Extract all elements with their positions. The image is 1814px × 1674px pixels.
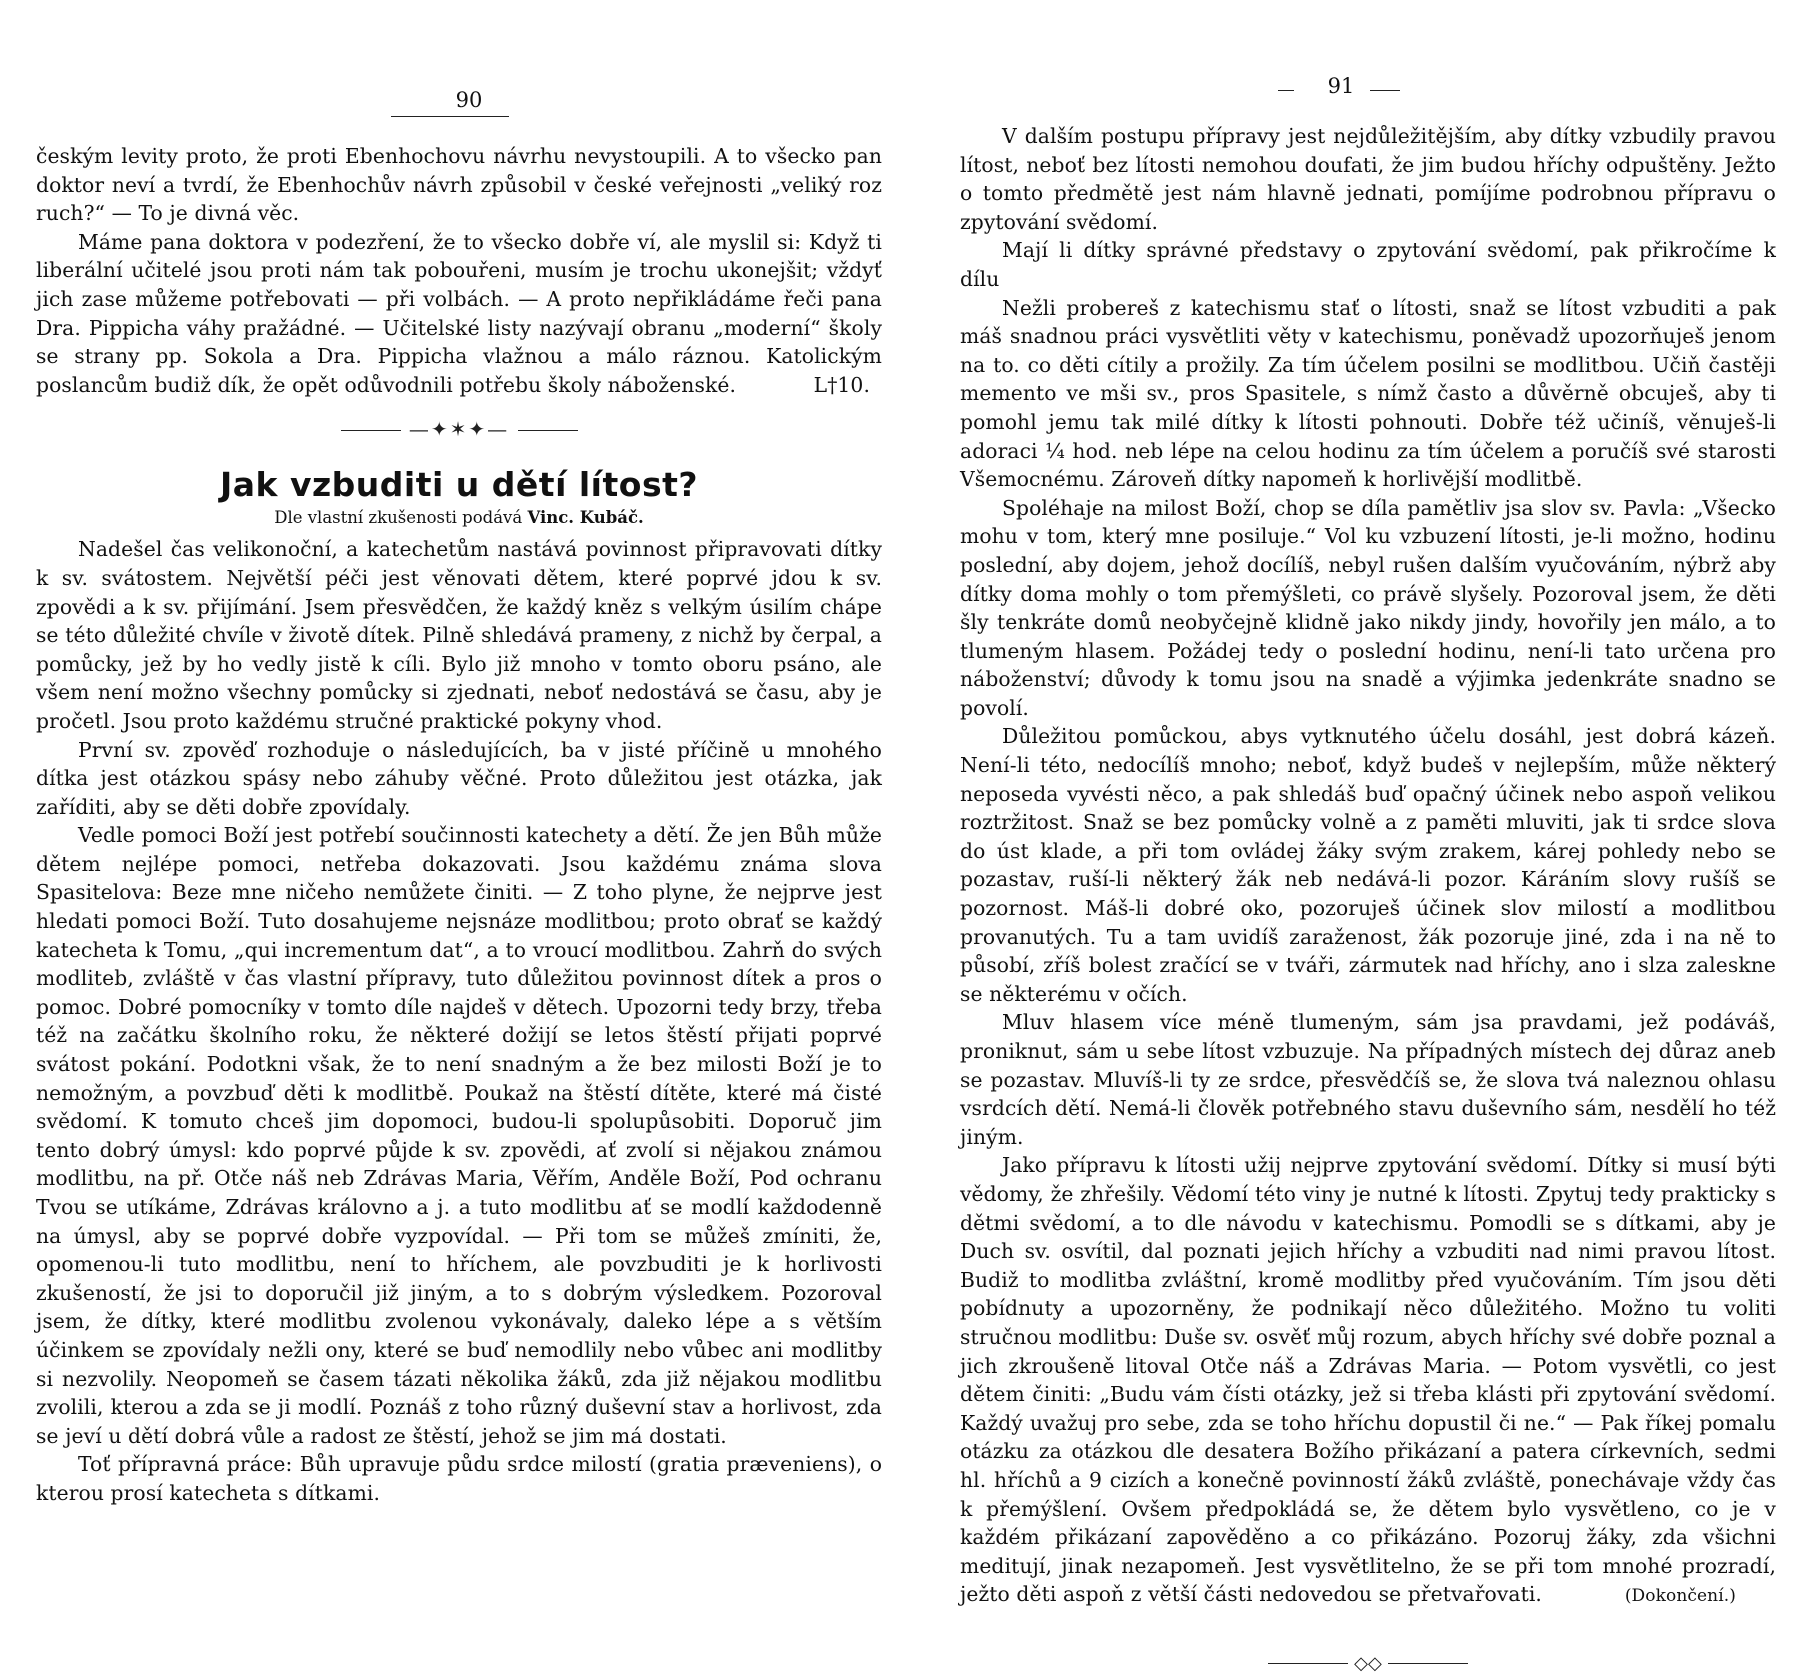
- continuation-note: (Dokončení.): [1624, 1586, 1736, 1607]
- end-ornament-line-right: [1388, 1663, 1468, 1664]
- left-page-body: [36, 142, 882, 1508]
- right-paragraph-3: Nežli probereš z katechismu stať o lítosti, snaž se lítost vzbuditi a pak máš snadnou práci vysvětliti věty v katechismu, poněvadž upozorňuješ jenom na to. co děti cítily a prožily. Za tím účelem posilni se modlitbou. Učiň častěji memento ve mši sv., pros Spasitele, s nímž často a důvěrně obcuješ, aby ti pomohl jemu tak milé dítky k lítosti pohnouti. Dobře též učiníš, věnuješ-li adoraci ¼ hod. neb lépe na celou hodinu za tím účelem a poručíš své starosti Všemocnému. Zároveň dítky napomeň k horlivější modlitbě.: [960, 295, 1776, 492]
- right-page-body: [960, 122, 1776, 1674]
- end-ornament-line-left: [1268, 1663, 1348, 1664]
- right-paragraph-6: Mluv hlasem více méně tlumeným, sám jsa pravdami, jež podáváš, proniknut, sám u sebe lítost vzbuzuje. Na případných místech dej důraz aneb se pozastav. Mluvíš-li ty ze srdce, přesvědčíš se, že slova tvá naleznou ohlasu vsrdcích dětí. Nemá-li člověk potřebného stavu duševního sám, nesdělí ho též jiným.: [960, 1010, 1776, 1149]
- right-paragraph-4: Spoléhaje na milost Boží, chop se díla pamětliv jsa slov sv. Pavla: „Všecko mohu v tom, který mne posiluje.“ Vol ku vzbuzení lítosti, je-li možno, hodinu poslední, aby dojem, jehož docílíš, nebyl rušen dalším vyučováním, nýbrž aby dítky doma mohly o tom přemýšleti, co právě slyšely. Pozoroval jsem, že děti šly tenkráte domů neobyčejně klidně jako nikdy jindy, hovořily jen málo, a to tlumeným hlasem. Požádej tedy o poslední hodinu, není-li tato určena pro náboženství; důvody k tomu jsou na snadě a výjimka jedenkráte snadno se povolí.: [960, 495, 1776, 720]
- left-article-paragraph-1: Nadešel čas velikonoční, a katechetům nastává povinnost připravovati dítky k sv. svátostem. Největší péči jest věnovati dětem, které poprvé jdou k sv. zpovědi a k sv. přijímání. Jsem přesvědčen, že každý kněz s velkým úsilím chápe se této důležité chvíle v životě dítek. Pilně shledává prameny, z nichž by čerpal, a pomůcky, jež by ho vedly jistě k cíli. Bylo již mnoho v tomto oboru psáno, ale všem není možno všechny pomůcky si zjednati, neboť nedostává se času, aby je pročetl. Jsou proto každému stručné praktické pokyny vhod.: [36, 537, 882, 733]
- left-paragraph-2: [36, 228, 882, 400]
- left-paragraph-1: českým levity proto, že proti Ebenhochovu návrhu nevystoupili. A to všecko pan doktor neví a tvrdí, že Ebenhochův návrh způsobil v české veřejnosti „veliký roz ruch?“ — To je divná věc.: [36, 144, 882, 226]
- article-byline: [36, 508, 882, 527]
- left-article-paragraph-4: Toť přípravná práce: Bůh upravuje půdu srdce milostí (gratia præveniens), o kterou prosí katecheta s dítkami.: [36, 1452, 882, 1505]
- right-paragraph-7: [960, 1151, 1776, 1609]
- left-page-number-underline: [391, 116, 509, 117]
- end-ornament-glyphs: ◇◇: [1354, 1652, 1382, 1674]
- author-signature: L†10.: [813, 372, 870, 397]
- right-page-number: 91: [1327, 74, 1355, 98]
- ornament-line-right: [518, 430, 578, 431]
- section-ornament: [36, 417, 882, 441]
- ornament-glyphs: —✦✶✦—: [408, 417, 510, 442]
- article-title: Jak vzbuditi u dětí lítost?: [219, 465, 698, 505]
- left-article-paragraph-2: První sv. zpověď rozhoduje o následujících, ba v jisté příčině u mnohého dítka jest otázkou spásy nebo záhuby věčné. Proto důležitou jest otázka, jak zaříditi, aby se děti dobře zpovídaly.: [36, 737, 882, 819]
- right-paragraph-5: Důležitou pomůckou, abys vytknutého účelu dosáhl, jest dobrá kázeň. Není-li této, nedocílíš mnoho; neboť, když budeš v nejlepším, může některý neposeda vyvésti něco, a pak shledáš buď opačný účinek nebo aspoň velikou roztržitost. Snaž se bez pomůcky volně a z paměti mluviti, jak ti srdce slova do úst klade, a při tom ovládej žáky svým zrakem, kárej pohledy nebo se pozastav, ruší-li některý žák neb nedává-li pozor. Káráním slovy rušíš se pozornost. Máš-li dobré oko, pozoruješ účinek slov milostí a modlitbou provanutých. Tu a tam uvidíš zaraženost, žák pozoruje jiné, zda i na ně to působí, zříš bolest zračící se v tváři, zármutek nad hříchy, ano i slza zaleskne se některému v očích.: [960, 724, 1776, 1006]
- end-ornament: [960, 1653, 1776, 1674]
- right-paragraph-2: Mají li dítky správné představy o zpytování svědomí, pak přikročíme k dílu: [960, 238, 1776, 291]
- left-article-paragraph-3: Vedle pomoci Boží jest potřebí součinnosti katechety a dětí. Že jen Bůh může dětem nejlépe pomoci, netřeba dokazovati. Jsou každému známa slova Spasitelova: Beze mne ničeho nemůžete činiti. — Z toho plyne, že nejprve jest hledati pomoci Boží. Tuto dosahujeme nejsnáze modlitbou; proto obrať se každý katecheta k Tomu, „qui incrementum dat“, a to vroucí modlitbou. Zahrň do svých modliteb, zvláště v čas vlastní přípravy, tuto důležitou povinnost dítek a pros o pomoc. Dobré pomocníky v tomto díle najdeš v dětech. Upozorni tedy brzy, třeba též na začátku školního roku, že některé dožijí se letos štěstí přijati poprvé svátost pokání. Podotkni však, že to není snadným a že bez milosti Boží je to nemožným, a povzbuď děti k modlitbě. Poukaž na štěstí dítěte, které má čisté svědomí. K tomuto chceš jim dopomoci, budou-li spolupůsobiti. Doporuč jim tento dobrý úmysl: kdo poprvé půjde k sv. zpovědi, ať zvolí si nějakou známou modlitbu, na př. Otče náš neb Zdrávas Maria, Věřím, Anděle Boží, Pod ochranu Tvou se utíkáme, Zdrávas královno a j. a tuto modlitbu ať se modlí každodenně na úmysl, aby se poprvé dobře vyzpovídal. — Při tom se můžeš zmíniti, že, opomenou-li tuto modlitbu, není to hříchem, ale povzbuditi je k horlivosti zkušeností, že jsi to doporučil již jiným, a to s dobrým výsledkem. Pozoroval jsem, že dítky, které modlitbu zvolenou vykonávaly, daleko lépe a s větším účinkem se zpovídaly nežli ony, které se buď nemodlily nebo vůbec ani modlitby si nezvolily. Neopomeň se časem tázati několika žáků, zda již nějakou modlitbu zvolili, kterou a zda se ji modlí. Poznáš z toho různý duševní stav a horlivost, zda se jeví u dětí dobrá vůle a radost ze štěstí, jehož se jim má dostati.: [36, 823, 882, 1448]
- right-paragraph-7-text: Jako přípravu k lítosti užij nejprve zpytování svědomí. Dítky si musí býti vědomy, že zhřešily. Vědomí této viny je nutné k lítosti. Zpytuj tedy prakticky s dětmi svědomí, a to dle návodu v katechismu. Pomodli se s dítkami, aby je Duch sv. osvítil, dal poznati jejich hříchy a vzbuditi nad nimi pravou lítost. Budiž to modlitba zvláštní, kromě modlitby před vyučováním. Tím jsou děti pobídnuty a upozorněny, že podnikají něco důležitého. Možno tu voliti stručnou modlitbu: Duše sv. osvěť můj rozum, abych hříchy své dobře poznal a jich zkroušeně litoval Otče náš a Zdrávas Maria. — Potom vysvětli, co jest dětem činiti: „Budu vám čísti otázky, jež si třeba klásti při zpytování svědomí. Každý uvažuj pro sebe, zda se toho hříchu dopustil či ne.“ — Pak říkej pomalu otázku za otázkou dle desatera Božího přikázaní a patera církevních, sedmi hl. hříchů a 9 cizích a konečně povinností žáků zvláště, ponechávaje vždy čas k přemýšlení. Ovšem předpokládá se, že dětem bylo vysvětleno, co je v každém přikázaní zapověděno a co přikázáno. Pozoruj žáky, zda všichni meditují, jinak nezapomeň. Jest vysvětlitelno, že se při tom mnohé prozradí, ježto děti aspoň z větší části nedovedou se přetvařovati.: [960, 1153, 1776, 1607]
- right-page-number-rule-right: [1370, 90, 1400, 91]
- right-paragraph-1: V dalším postupu přípravy jest nejdůležitějším, aby dítky vzbudily pravou lítost, neboť bez lítosti nemohou doufati, že jim budou hříchy odpuštěny. Ježto o tomto předmětě jest nám hlavně jednati, pomíjíme podrobnou přípravu o zpytování svědomí.: [960, 124, 1776, 234]
- ornament-line-left: [341, 430, 401, 431]
- left-page-number: 90: [455, 88, 483, 112]
- byline-author: Vinc. Kubáč.: [527, 508, 644, 528]
- left-paragraph-2-text: Máme pana doktora v podezření, že to všecko dobře ví, ale myslil si: Když ti liberální učitelé jsou proti nám tak pobouřeni, musím je trochu ukonejšit; vždyť jich zase můžeme potřebovati — při volbách. — A proto nepřikládáme řeči pana Dra. Pippicha váhy pražádné. — Učitelské listy nazývají obranu „moderní“ školy se strany pp. Sokola a Dra. Pippicha vlažnou a málo ráznou. Katolickým poslancům budiž dík, že opět odůvodnili potřebu školy náboženské.: [36, 229, 882, 397]
- byline-prefix: Dle vlastní zkušenosti podává: [274, 508, 523, 528]
